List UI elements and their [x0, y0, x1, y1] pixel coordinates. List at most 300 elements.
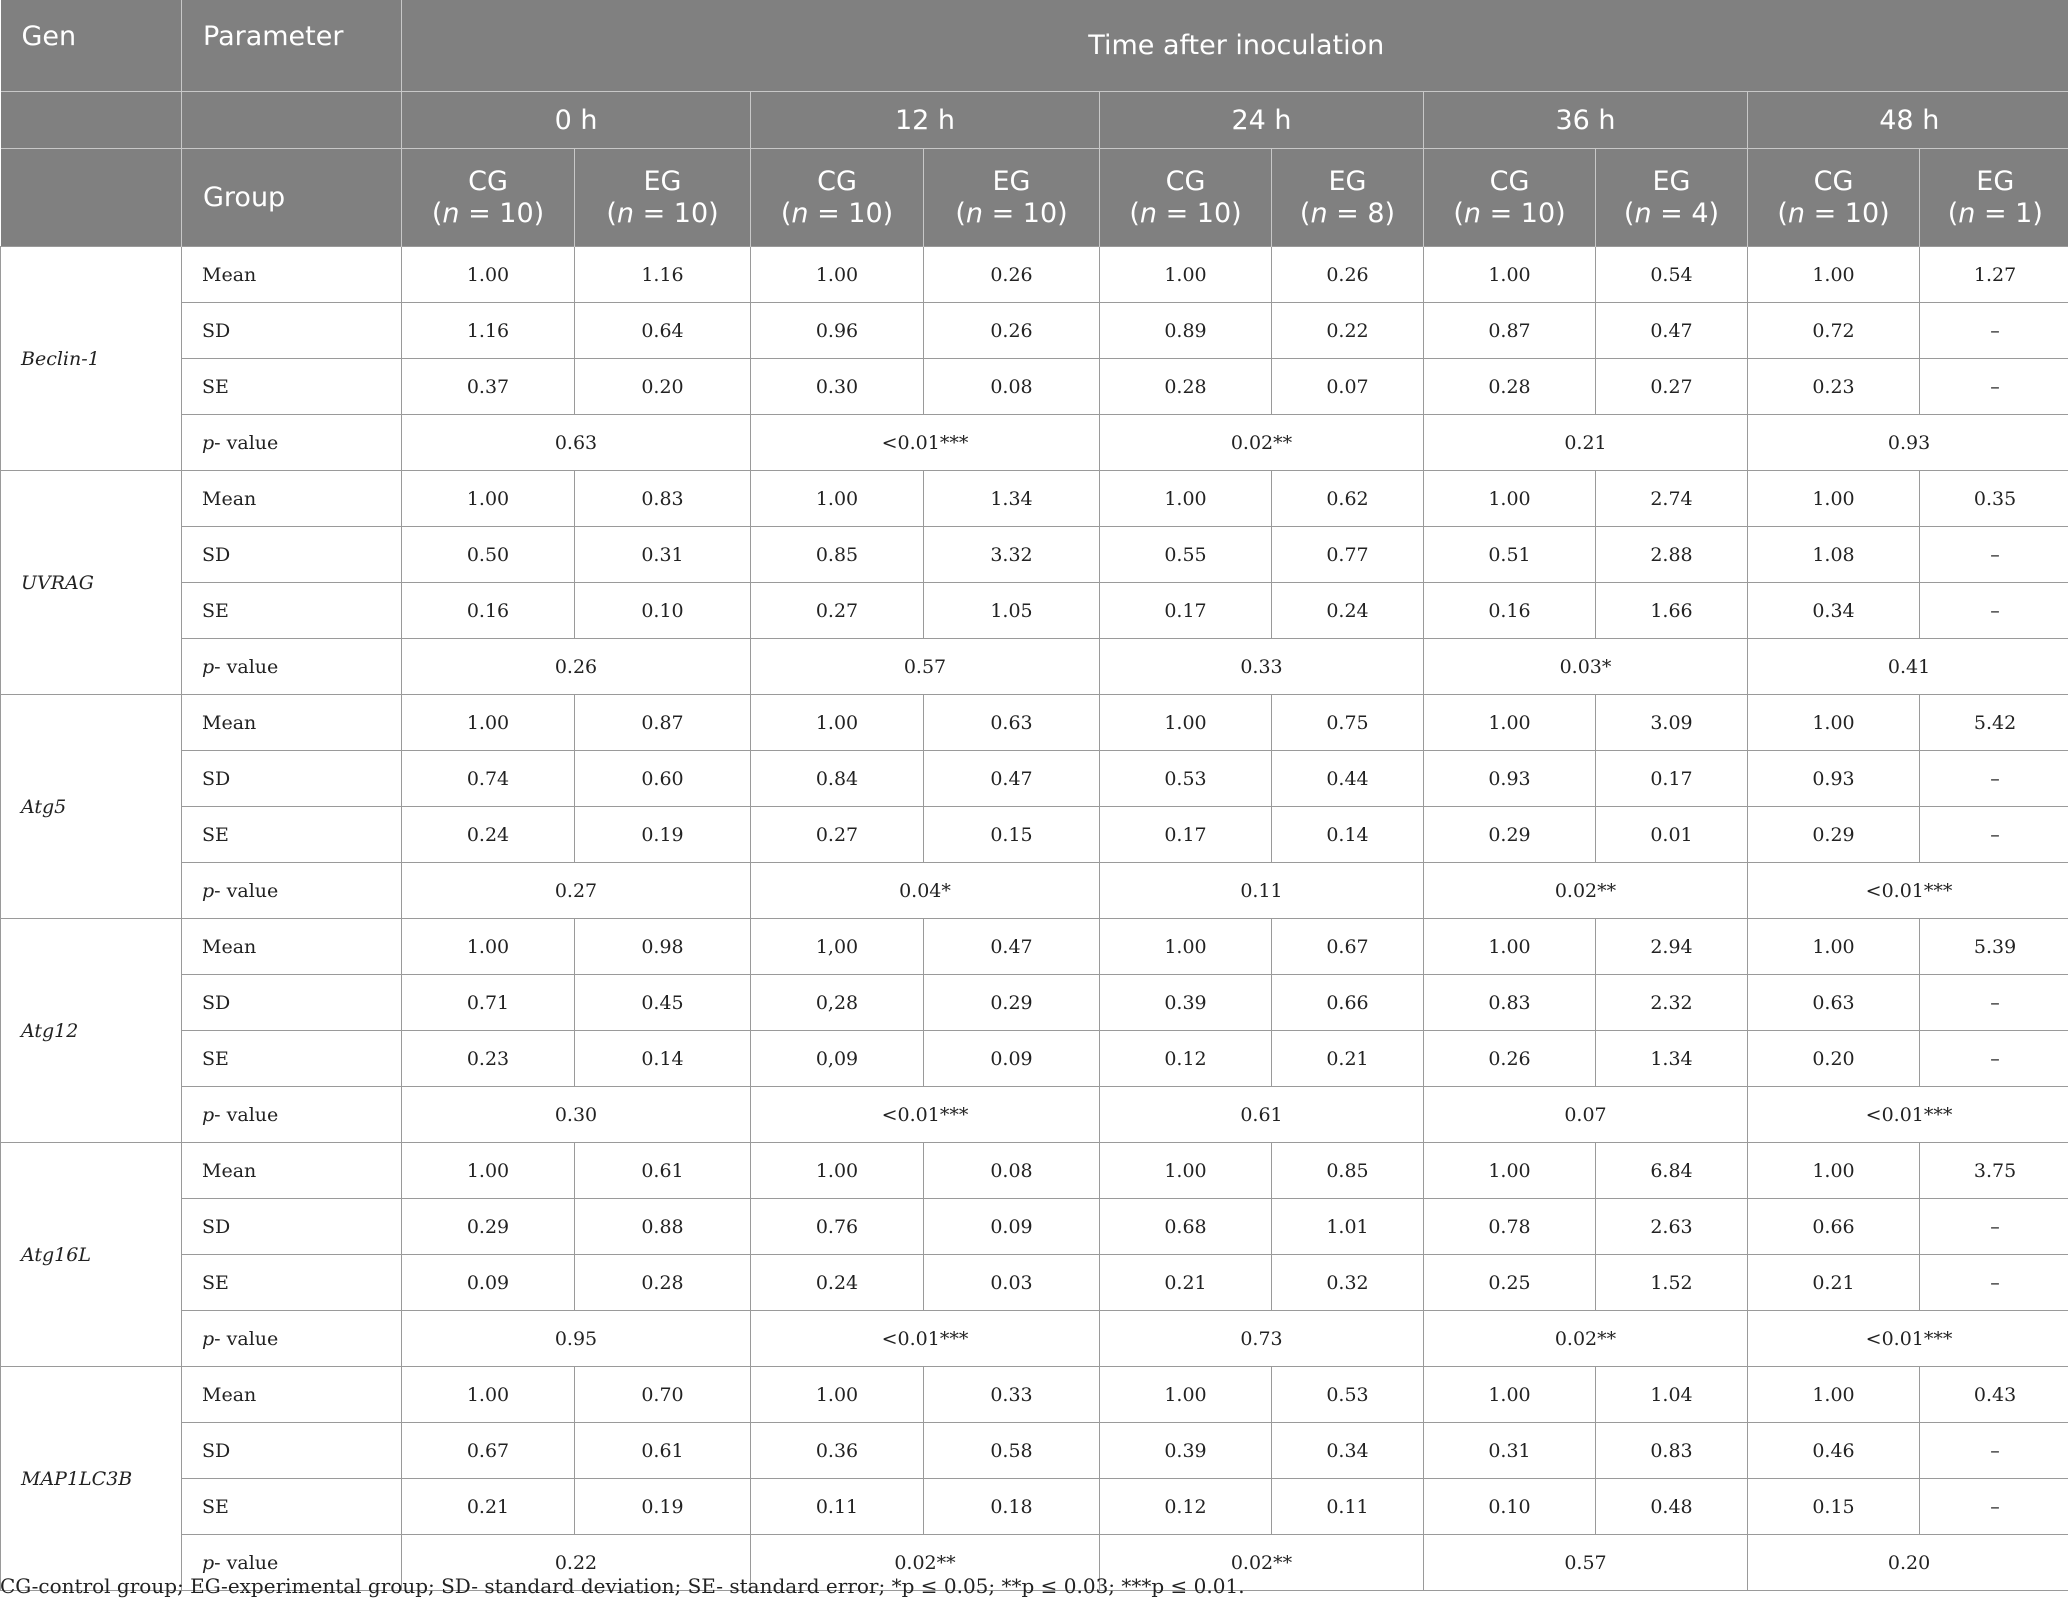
- value-cell: 0.14: [1272, 807, 1424, 863]
- value-cell: 1.00: [1748, 695, 1920, 751]
- value-cell: 1.00: [1748, 919, 1920, 975]
- value-cell: 0.26: [924, 303, 1100, 359]
- value-cell: 0.51: [1424, 527, 1596, 583]
- p-label-rest: - value: [214, 1327, 279, 1350]
- value-cell: 1.34: [924, 471, 1100, 527]
- p-label-rest: - value: [214, 1103, 279, 1126]
- value-cell: 1.00: [1748, 247, 1920, 303]
- header-group-cell: CG (n = 10): [1748, 149, 1920, 247]
- header-time-4: 48 h: [1748, 92, 2068, 149]
- value-cell: 1.00: [751, 695, 924, 751]
- value-cell: 0.70: [575, 1367, 751, 1423]
- header-group-cell: EG (n = 4): [1596, 149, 1748, 247]
- value-cell: –: [1920, 583, 2068, 639]
- value-cell: 1.00: [751, 1367, 924, 1423]
- header-group-cell: CG (n = 10): [1424, 149, 1596, 247]
- value-cell: 0.21: [1272, 1031, 1424, 1087]
- value-cell: 0.85: [751, 527, 924, 583]
- value-cell: –: [1920, 975, 2068, 1031]
- value-cell: 1.27: [1920, 247, 2068, 303]
- value-cell: 0.10: [1424, 1479, 1596, 1535]
- parameter-se: SE: [182, 1479, 402, 1535]
- value-cell: 0.21: [1748, 1255, 1920, 1311]
- value-cell: 1.00: [1424, 1367, 1596, 1423]
- p-label-rest: - value: [214, 655, 279, 678]
- p-value-cell: 0.61: [1100, 1087, 1424, 1143]
- header-group-cell: CG (n = 10): [1100, 149, 1272, 247]
- p-value-cell: 0.02**: [1424, 863, 1748, 919]
- value-cell: 0.31: [575, 527, 751, 583]
- group-n: 10: [499, 197, 534, 229]
- value-cell: 0.07: [1272, 359, 1424, 415]
- value-cell: 0.39: [1100, 1423, 1272, 1479]
- value-cell: 0.21: [1100, 1255, 1272, 1311]
- value-cell: 0.09: [924, 1199, 1100, 1255]
- value-cell: 1.66: [1596, 583, 1748, 639]
- header-row-times: [1, 92, 2068, 149]
- value-cell: 0.98: [575, 919, 751, 975]
- value-cell: 1.00: [402, 1367, 575, 1423]
- table-row: [1, 583, 2068, 639]
- value-cell: 0.39: [1100, 975, 1272, 1031]
- p-value-cell: 0.63: [402, 415, 751, 471]
- value-cell: –: [1920, 1031, 2068, 1087]
- parameter-sd: SD: [182, 303, 402, 359]
- value-cell: 0.53: [1272, 1367, 1424, 1423]
- value-cell: 0.37: [402, 359, 575, 415]
- value-cell: 2.74: [1596, 471, 1748, 527]
- table-row-p-value: [1, 1087, 2068, 1143]
- value-cell: –: [1920, 527, 2068, 583]
- value-cell: 0.48: [1596, 1479, 1748, 1535]
- value-cell: –: [1920, 751, 2068, 807]
- value-cell: 5.42: [1920, 695, 2068, 751]
- table-row: [1, 1031, 2068, 1087]
- value-cell: 0.63: [924, 695, 1100, 751]
- p-value-cell: 0.93: [1748, 415, 2068, 471]
- value-cell: 3.32: [924, 527, 1100, 583]
- header-blank: [1, 92, 182, 149]
- value-cell: –: [1920, 1479, 2068, 1535]
- n-symbol: n: [442, 197, 460, 229]
- parameter-mean: Mean: [182, 247, 402, 303]
- parameter-mean: Mean: [182, 1367, 402, 1423]
- table-row-p-value: [1, 1311, 2068, 1367]
- header-group-cell: EG (n = 1): [1920, 149, 2068, 247]
- parameter-sd: SD: [182, 1423, 402, 1479]
- parameter-se: SE: [182, 1031, 402, 1087]
- p-value-cell: 0.04*: [751, 863, 1100, 919]
- table-row: [1, 1143, 2068, 1199]
- value-cell: 0.85: [1272, 1143, 1424, 1199]
- value-cell: 0.20: [1748, 1031, 1920, 1087]
- p-symbol: p: [202, 1103, 215, 1126]
- value-cell: 1.00: [1100, 695, 1272, 751]
- header-time-3: 36 h: [1424, 92, 1748, 149]
- header-gen: Gen: [1, 0, 182, 92]
- header-group-cell: EG (n = 10): [924, 149, 1100, 247]
- group-n: 10: [1196, 197, 1232, 229]
- value-cell: 0.28: [1424, 359, 1596, 415]
- p-value-cell: 0.03*: [1424, 639, 1748, 695]
- value-cell: 1.34: [1596, 1031, 1748, 1087]
- parameter-se: SE: [182, 807, 402, 863]
- value-cell: 0.17: [1596, 751, 1748, 807]
- value-cell: 1.00: [402, 919, 575, 975]
- value-cell: 0.83: [575, 471, 751, 527]
- value-cell: 0.29: [924, 975, 1100, 1031]
- value-cell: 0.30: [751, 359, 924, 415]
- value-cell: 1.00: [402, 1143, 575, 1199]
- n-symbol: n: [1787, 197, 1805, 229]
- value-cell: 0.50: [402, 527, 575, 583]
- value-cell: 0.26: [924, 247, 1100, 303]
- p-symbol: p: [202, 1551, 215, 1574]
- value-cell: 0.24: [1272, 583, 1424, 639]
- value-cell: 0.20: [575, 359, 751, 415]
- parameter-sd: SD: [182, 975, 402, 1031]
- value-cell: 0.47: [1596, 303, 1748, 359]
- value-cell: –: [1920, 1423, 2068, 1479]
- parameter-sd: SD: [182, 527, 402, 583]
- value-cell: 0.74: [402, 751, 575, 807]
- p-value-cell: 0.02**: [751, 1535, 1100, 1591]
- value-cell: 0.88: [575, 1199, 751, 1255]
- gene-name: Atg16L: [1, 1143, 182, 1367]
- parameter-mean: Mean: [182, 1143, 402, 1199]
- value-cell: 0.35: [1920, 471, 2068, 527]
- p-value-cell: 0.73: [1100, 1311, 1424, 1367]
- value-cell: 1.00: [1100, 1367, 1272, 1423]
- n-symbol: n: [1463, 197, 1481, 229]
- value-cell: 0.24: [751, 1255, 924, 1311]
- header-parameter: Parameter: [182, 0, 402, 92]
- table-row: [1, 975, 2068, 1031]
- value-cell: 1.00: [751, 1143, 924, 1199]
- value-cell: 0.76: [751, 1199, 924, 1255]
- header-group-cell: EG (n = 10): [575, 149, 751, 247]
- value-cell: 0.34: [1272, 1423, 1424, 1479]
- value-cell: 1.00: [1748, 1143, 1920, 1199]
- value-cell: 0.28: [1100, 359, 1272, 415]
- value-cell: 0.62: [1272, 471, 1424, 527]
- parameter-p-value: [182, 639, 402, 695]
- table-row: [1, 247, 2068, 303]
- header-time-0: 0 h: [402, 92, 751, 149]
- value-cell: 0.25: [1424, 1255, 1596, 1311]
- value-cell: 1.00: [1424, 1143, 1596, 1199]
- value-cell: 1.16: [575, 247, 751, 303]
- table-row: [1, 303, 2068, 359]
- parameter-mean: Mean: [182, 919, 402, 975]
- table-row: [1, 527, 2068, 583]
- p-value-cell: 0.27: [402, 863, 751, 919]
- value-cell: 0.46: [1748, 1423, 1920, 1479]
- value-cell: 1.00: [1100, 247, 1272, 303]
- value-cell: 0.08: [924, 359, 1100, 415]
- p-label-rest: - value: [214, 879, 279, 902]
- gene-name: Beclin-1: [1, 247, 182, 471]
- value-cell: 1.00: [1748, 1367, 1920, 1423]
- value-cell: 0.78: [1424, 1199, 1596, 1255]
- value-cell: 1.52: [1596, 1255, 1748, 1311]
- header-blank: [1, 149, 182, 247]
- header-time-1: 12 h: [751, 92, 1100, 149]
- group-name: CG: [1813, 165, 1854, 197]
- parameter-mean: Mean: [182, 471, 402, 527]
- value-cell: 0.93: [1748, 751, 1920, 807]
- value-cell: 1.00: [1424, 471, 1596, 527]
- p-label-rest: - value: [214, 1551, 279, 1574]
- n-symbol: n: [1139, 197, 1157, 229]
- value-cell: 0.29: [1748, 807, 1920, 863]
- value-cell: 0.27: [1596, 359, 1748, 415]
- p-value-cell: 0.02**: [1100, 1535, 1424, 1591]
- table-row: [1, 471, 2068, 527]
- group-n: 10: [673, 197, 709, 229]
- value-cell: 0.18: [924, 1479, 1100, 1535]
- header-blank: [182, 92, 402, 149]
- p-symbol: p: [202, 1327, 215, 1350]
- parameter-mean: Mean: [182, 695, 402, 751]
- group-name: CG: [1489, 165, 1530, 197]
- group-n: 4: [1691, 197, 1709, 229]
- value-cell: 0.53: [1100, 751, 1272, 807]
- value-cell: 0.11: [1272, 1479, 1424, 1535]
- value-cell: 0.71: [402, 975, 575, 1031]
- value-cell: 0.19: [575, 807, 751, 863]
- table-row-p-value: [1, 639, 2068, 695]
- header-time-2: 24 h: [1100, 92, 1424, 149]
- value-cell: 0.26: [1272, 247, 1424, 303]
- value-cell: 1.00: [402, 695, 575, 751]
- value-cell: 1.00: [1100, 1143, 1272, 1199]
- table-row: [1, 1199, 2068, 1255]
- value-cell: 0.27: [751, 583, 924, 639]
- value-cell: 0.72: [1748, 303, 1920, 359]
- gene-name: MAP1LC3B: [1, 1367, 182, 1591]
- table-row: [1, 1479, 2068, 1535]
- parameter-p-value: [182, 415, 402, 471]
- value-cell: 2.32: [1596, 975, 1748, 1031]
- table-row: [1, 807, 2068, 863]
- value-cell: –: [1920, 1255, 2068, 1311]
- value-cell: 0.89: [1100, 303, 1272, 359]
- value-cell: 1.01: [1272, 1199, 1424, 1255]
- value-cell: 0.14: [575, 1031, 751, 1087]
- value-cell: 0.15: [924, 807, 1100, 863]
- value-cell: 1.00: [402, 247, 575, 303]
- value-cell: 0.75: [1272, 695, 1424, 751]
- group-n: 8: [1367, 197, 1385, 229]
- value-cell: 1.04: [1596, 1367, 1748, 1423]
- value-cell: 0,09: [751, 1031, 924, 1087]
- value-cell: 0.68: [1100, 1199, 1272, 1255]
- p-symbol: p: [202, 431, 215, 454]
- n-symbol: n: [1958, 197, 1976, 229]
- value-cell: 0.21: [402, 1479, 575, 1535]
- value-cell: 0.29: [1424, 807, 1596, 863]
- value-cell: 1.00: [751, 471, 924, 527]
- p-value-cell: 0.07: [1424, 1087, 1748, 1143]
- table-row: [1, 919, 2068, 975]
- value-cell: 0.87: [575, 695, 751, 751]
- table-row: [1, 1423, 2068, 1479]
- value-cell: 0.12: [1100, 1031, 1272, 1087]
- parameter-p-value: [182, 863, 402, 919]
- p-value-cell: <0.01***: [1748, 863, 2068, 919]
- value-cell: 0.61: [575, 1423, 751, 1479]
- table-footnote: CG-control group; EG-experimental group; SD- standard deviation; SE- standard error; *p ≤ 0.05; **p ≤ 0.03; ***p ≤ 0.01.: [0, 1574, 1245, 1598]
- value-cell: 0.19: [575, 1479, 751, 1535]
- table-row: [1, 1255, 2068, 1311]
- p-value-cell: 0.26: [402, 639, 751, 695]
- value-cell: 0.01: [1596, 807, 1748, 863]
- table-row-p-value: [1, 863, 2068, 919]
- value-cell: 6.84: [1596, 1143, 1748, 1199]
- value-cell: 0.31: [1424, 1423, 1596, 1479]
- p-value-cell: 0.02**: [1100, 415, 1424, 471]
- value-cell: 0.27: [751, 807, 924, 863]
- group-name: CG: [817, 165, 857, 197]
- p-value-cell: <0.01***: [751, 1311, 1100, 1367]
- p-value-cell: 0.30: [402, 1087, 751, 1143]
- value-cell: 0.55: [1100, 527, 1272, 583]
- value-cell: 0.83: [1596, 1423, 1748, 1479]
- parameter-sd: SD: [182, 1199, 402, 1255]
- n-symbol: n: [1634, 197, 1652, 229]
- group-name: EG: [1976, 165, 2015, 197]
- value-cell: 0.26: [1424, 1031, 1596, 1087]
- value-cell: 1.00: [1424, 247, 1596, 303]
- value-cell: 0.09: [402, 1255, 575, 1311]
- table-row: [1, 1367, 2068, 1423]
- value-cell: 1.00: [751, 247, 924, 303]
- group-name: CG: [468, 165, 508, 197]
- value-cell: 0.23: [1748, 359, 1920, 415]
- parameter-p-value: [182, 1311, 402, 1367]
- value-cell: 0.61: [575, 1143, 751, 1199]
- value-cell: 0.77: [1272, 527, 1424, 583]
- value-cell: 0.87: [1424, 303, 1596, 359]
- value-cell: 2.94: [1596, 919, 1748, 975]
- value-cell: 0.12: [1100, 1479, 1272, 1535]
- n-symbol: n: [1310, 197, 1328, 229]
- value-cell: 0.33: [924, 1367, 1100, 1423]
- value-cell: 0.34: [1748, 583, 1920, 639]
- value-cell: 0.16: [402, 583, 575, 639]
- header-group-cell: EG (n = 8): [1272, 149, 1424, 247]
- value-cell: 0.17: [1100, 807, 1272, 863]
- p-value-cell: 0.21: [1424, 415, 1748, 471]
- group-n: 1: [2015, 197, 2033, 229]
- value-cell: 0.84: [751, 751, 924, 807]
- value-cell: 0.17: [1100, 583, 1272, 639]
- value-cell: 2.63: [1596, 1199, 1748, 1255]
- p-value-cell: 0.11: [1100, 863, 1424, 919]
- value-cell: 1.00: [1748, 471, 1920, 527]
- group-n: 10: [1520, 197, 1556, 229]
- value-cell: 1.08: [1748, 527, 1920, 583]
- group-name: EG: [1652, 165, 1691, 197]
- value-cell: 0.58: [924, 1423, 1100, 1479]
- p-value-cell: 0.41: [1748, 639, 2068, 695]
- value-cell: 1.00: [1424, 695, 1596, 751]
- group-name: EG: [992, 165, 1031, 197]
- table-body: [1, 247, 2068, 1591]
- p-label-rest: - value: [214, 431, 279, 454]
- group-n: 10: [1844, 197, 1880, 229]
- value-cell: 0.23: [402, 1031, 575, 1087]
- value-cell: 0.60: [575, 751, 751, 807]
- value-cell: 5.39: [1920, 919, 2068, 975]
- p-symbol: p: [202, 655, 215, 678]
- value-cell: 0.11: [751, 1479, 924, 1535]
- value-cell: 0.16: [1424, 583, 1596, 639]
- value-cell: 0.67: [1272, 919, 1424, 975]
- n-symbol: n: [616, 197, 634, 229]
- header-row-groups: [1, 149, 2068, 247]
- value-cell: 0.54: [1596, 247, 1748, 303]
- value-cell: 0.63: [1748, 975, 1920, 1031]
- n-symbol: n: [965, 197, 983, 229]
- gene-name: Atg12: [1, 919, 182, 1143]
- value-cell: 3.75: [1920, 1143, 2068, 1199]
- value-cell: 0.09: [924, 1031, 1100, 1087]
- value-cell: –: [1920, 303, 2068, 359]
- value-cell: 0.47: [924, 751, 1100, 807]
- p-value-cell: 0.22: [402, 1535, 751, 1591]
- gene-name: UVRAG: [1, 471, 182, 695]
- value-cell: 0.28: [575, 1255, 751, 1311]
- group-name: EG: [643, 165, 682, 197]
- value-cell: 0.66: [1748, 1199, 1920, 1255]
- value-cell: 1,00: [751, 919, 924, 975]
- parameter-se: SE: [182, 359, 402, 415]
- value-cell: 0.15: [1748, 1479, 1920, 1535]
- value-cell: 1.00: [402, 471, 575, 527]
- value-cell: 0.43: [1920, 1367, 2068, 1423]
- value-cell: 1.00: [1424, 919, 1596, 975]
- header-time-after-inoculation: Time after inoculation: [402, 0, 2068, 92]
- p-value-cell: 0.20: [1748, 1535, 2068, 1591]
- value-cell: 0.29: [402, 1199, 575, 1255]
- parameter-p-value: [182, 1087, 402, 1143]
- header-group-cell: CG (n = 10): [751, 149, 924, 247]
- value-cell: 1.05: [924, 583, 1100, 639]
- gene-name: Atg5: [1, 695, 182, 919]
- group-name: EG: [1328, 165, 1367, 197]
- value-cell: 0.93: [1424, 751, 1596, 807]
- value-cell: 0.47: [924, 919, 1100, 975]
- value-cell: 1.16: [402, 303, 575, 359]
- value-cell: 1.00: [1100, 471, 1272, 527]
- p-value-cell: <0.01***: [751, 1087, 1100, 1143]
- value-cell: 0.36: [751, 1423, 924, 1479]
- p-symbol: p: [202, 879, 215, 902]
- value-cell: 0.03: [924, 1255, 1100, 1311]
- table-row: [1, 359, 2068, 415]
- value-cell: 1.00: [1100, 919, 1272, 975]
- group-name: CG: [1165, 165, 1206, 197]
- parameter-se: SE: [182, 1255, 402, 1311]
- value-cell: –: [1920, 359, 2068, 415]
- p-value-cell: 0.02**: [1424, 1311, 1748, 1367]
- header-row-1: [1, 0, 2068, 92]
- header-group: Group: [182, 149, 402, 247]
- table-row: [1, 695, 2068, 751]
- value-cell: 0.10: [575, 583, 751, 639]
